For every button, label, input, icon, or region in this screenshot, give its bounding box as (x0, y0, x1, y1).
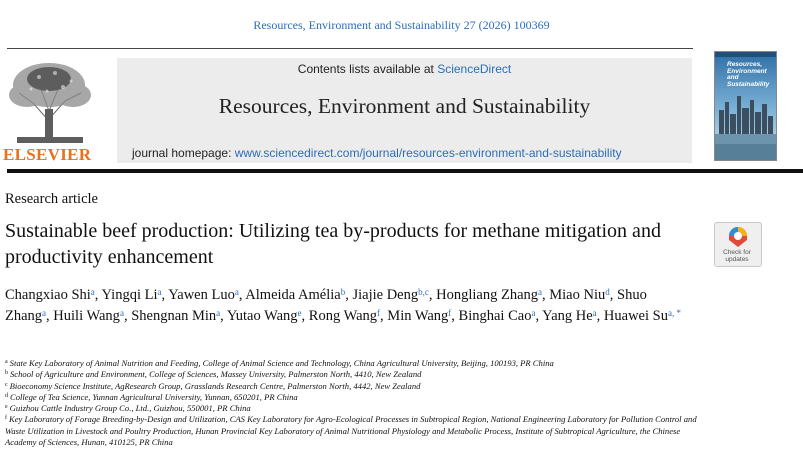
affiliation-list (5, 358, 705, 448)
affiliation-item (5, 369, 705, 380)
author-affiliation-marker[interactable]: a (42, 307, 47, 318)
affiliation-text: Guizhou Cattle Industry Group Co., Ltd., Guizhou, 550001, PR China (9, 403, 251, 414)
check-for-updates-label (714, 249, 760, 263)
author-affiliation-marker[interactable]: f (448, 307, 452, 318)
author-affiliation-marker[interactable]: a (90, 287, 95, 297)
journal-homepage-link[interactable]: www.sciencedirect.com/journal/resources-environment-and-sustainability (234, 146, 622, 160)
check-label-line: Check for (723, 249, 751, 256)
header-top-divider (7, 48, 693, 49)
check-updates-icon (728, 226, 748, 248)
author-affiliation-marker[interactable]: a (157, 287, 162, 297)
affiliation-key: b (5, 370, 8, 377)
header-bottom-divider (7, 169, 803, 173)
author-name[interactable]: Huawei Su (603, 307, 668, 324)
article-type: Research article (5, 191, 98, 207)
cover-title-line: Resources, (727, 61, 763, 68)
affiliation-key: a (5, 359, 8, 365)
author-name[interactable]: Rong Wang (308, 307, 378, 324)
author-name[interactable]: Min Wang (387, 307, 449, 324)
author-affiliation-marker[interactable]: e (297, 307, 302, 318)
author-name[interactable]: Yutao Wang (226, 307, 298, 324)
affiliation-item (5, 358, 705, 369)
affiliation-key: f (5, 415, 7, 422)
affiliation-item (5, 392, 705, 403)
journal-homepage-line (132, 146, 622, 160)
author-affiliation-marker[interactable]: a (538, 287, 543, 297)
author-affiliation-marker[interactable]: d (605, 287, 610, 297)
cover-title (727, 62, 775, 88)
author-affiliation-marker[interactable]: a (216, 307, 221, 318)
sciencedirect-link[interactable]: ScienceDirect (437, 62, 512, 76)
affiliation-item (5, 381, 705, 392)
cover-title-line: and Sustainability (727, 74, 770, 88)
author-name[interactable]: Shengnan Min (131, 307, 217, 324)
author-name[interactable]: Yawen Luo (168, 287, 235, 303)
author-affiliation-marker[interactable]: a (119, 307, 124, 318)
author-name[interactable]: Jiajie Deng (352, 287, 419, 303)
author-affiliation-marker[interactable]: b,c (418, 287, 429, 297)
author-name[interactable]: Almeida Amélia (245, 287, 341, 303)
article-title: Sustainable beef production: Utilizing tea by-products for methane mitigation and productivity enhancement (5, 220, 661, 268)
affiliation-text: Key Laboratory of Forage Breeding-by-Design and Utilization, CAS Key Laboratory for Agro-Ecological Processes in Subtropical Region, National Engineering Laboratory for Pollution Control and Waste Utilization in Livestock and Poultry Production, Hunan Provincial Key Laboratory of Animal Nutritional Physiology and Metabolic Process, Institute of Subtropical Agriculture, the Chinese Academy of Sciences, Hunan, 410125, PR China (5, 414, 697, 448)
affiliation-key: d (5, 392, 8, 399)
affiliation-key: e (5, 404, 8, 411)
affiliation-key: c (5, 381, 8, 388)
author-affiliation-marker[interactable]: a (234, 287, 239, 297)
journal-title: Resources, Environment and Sustainability (218, 94, 591, 118)
author-name[interactable]: Yang He (542, 307, 593, 324)
affiliation-item (5, 414, 705, 448)
author-affiliation-marker[interactable]: a (531, 307, 536, 318)
author-affiliation-marker[interactable]: a, * (667, 307, 681, 318)
check-label-line: updates (725, 256, 749, 263)
affiliation-text: College of Tea Science, Yunnan Agricultural University, Yunnan, 650201, PR China (10, 391, 298, 402)
author-name[interactable]: Binghai Cao (458, 307, 532, 324)
contents-prefix: Contents lists available at (297, 62, 438, 76)
cover-title-line: Environment (727, 67, 767, 75)
journal-cover-thumbnail[interactable] (714, 51, 777, 161)
homepage-label: journal homepage: (132, 146, 235, 160)
author-name[interactable]: Hongliang Zhang (436, 287, 539, 303)
affiliation-text: School of Agriculture and Environment, College of Sciences, Massey University, Palmerston North, 4410, New Zealand (10, 369, 422, 380)
author-list: Changxiao Shi$^a$, Yingqi Li$^a$, Yawen Luo$^a$, Almeida Amélia$^b$, Jiajie Deng$^{b,c}$, Hongliang Zhang$^a$, Miao Niu$^d$, Shuo Zhang$^a$, Huili Wang$^a$, Shengnan Min$^a$, Yutao Wang$^e$, Rong Wang$^f$, Min Wang$^f$, Binghai Cao$^a$, Yang He$^a$, Huawei $Su^{a, *}$ (5, 287, 681, 324)
affiliation-text: State Key Laboratory of Animal Nutrition and Feeding, College of Animal Science and Technology, China Agricultural University, Beijing, 100193, PR China (9, 358, 554, 368)
contents-line (117, 62, 692, 76)
affiliation-text: Bioeconomy Science Institute, AgResearch Group, Grasslands Research Centre, Palmerston North, 4442, New Zealand (9, 380, 421, 391)
author-name[interactable]: Miao Niu (549, 287, 606, 303)
author-name[interactable]: Shuo Zhang (5, 287, 647, 324)
elsevier-wordmark[interactable]: ELSEVIER (3, 145, 92, 164)
affiliation-item (5, 403, 705, 414)
author-affiliation-marker[interactable]: a (592, 307, 597, 318)
author-affiliation-marker[interactable]: b (340, 287, 346, 297)
journal-reference[interactable]: Resources, Environment and Sustainability 27 (2026) 100369 (253, 18, 550, 32)
author-name[interactable]: Huili Wang (53, 307, 120, 324)
author-affiliation-marker[interactable]: f (377, 307, 381, 318)
author-name[interactable]: Changxiao Shi (5, 287, 91, 303)
author-name[interactable]: Yingqi Li (101, 287, 158, 303)
